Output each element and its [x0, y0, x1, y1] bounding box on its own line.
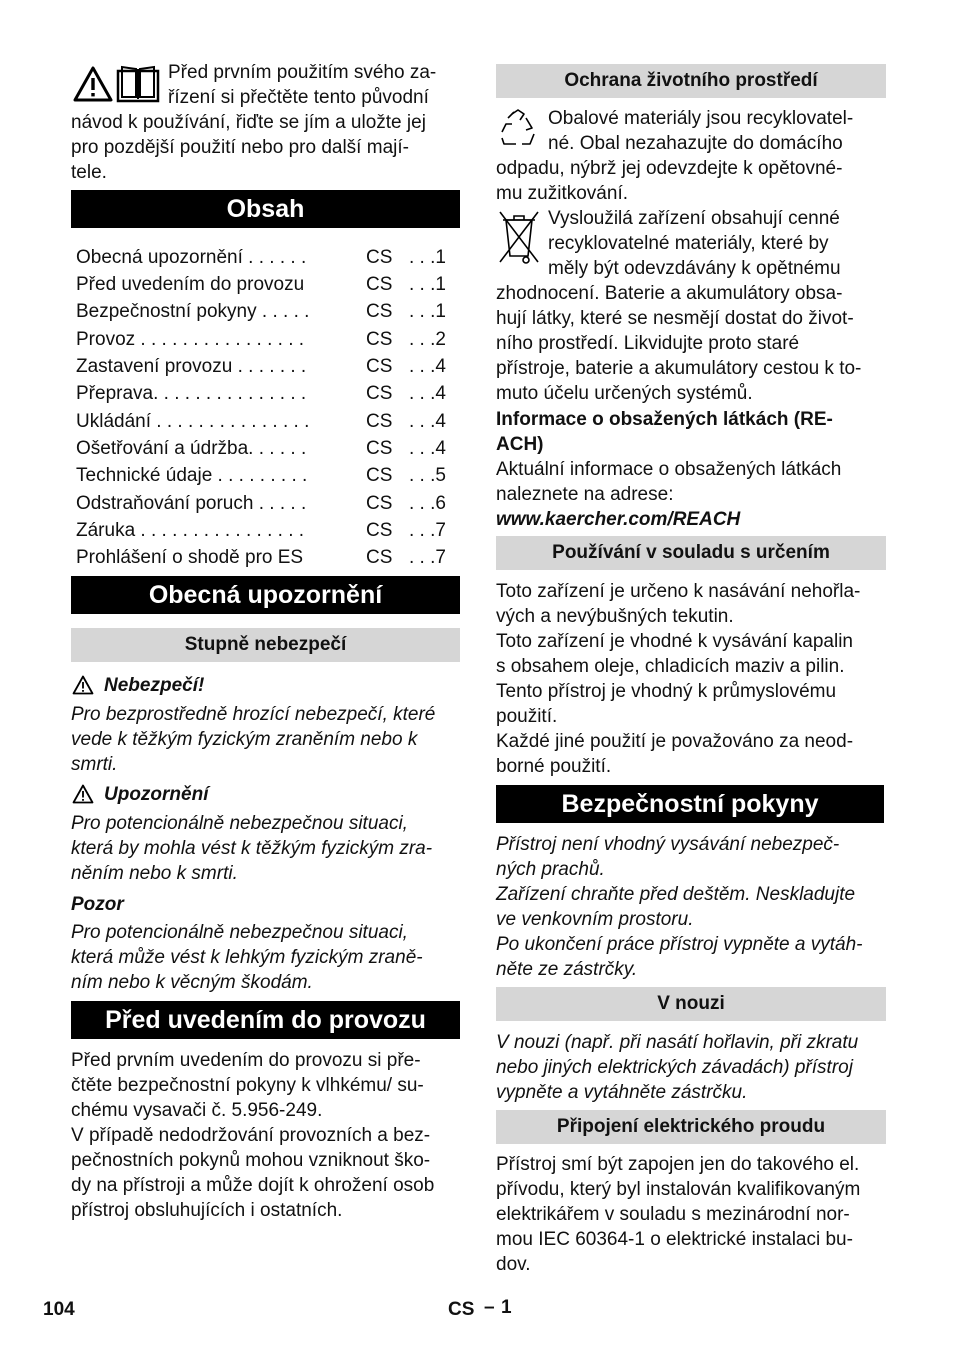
- recycle-line: odpadu, nýbrž jej odevzdejte k opětovné-: [496, 158, 843, 179]
- toc-row[interactable]: [76, 298, 456, 325]
- safety-line: ve venkovním prostoru.: [496, 909, 694, 930]
- toc-entry-lang: CS: [366, 247, 393, 268]
- intended-use-line: Toto zařízení je určeno k nasávání nehořla-: [496, 581, 861, 602]
- toc-entry-lang: CS: [366, 329, 393, 350]
- toc-entry-lang: CS: [366, 547, 393, 568]
- subheading-environment: Ochrana životního prostředí: [496, 64, 886, 98]
- weee-line: recyklovatelné materiály, které by: [548, 233, 829, 254]
- danger-text-line: vede k těžkým fyzickým zraněním nebo k: [71, 729, 418, 750]
- toc-entry-page: . . .4: [409, 411, 446, 432]
- danger-text-line: smrti.: [71, 754, 118, 775]
- intro-line: řízení si přečtěte tento původní: [168, 87, 429, 108]
- toc-entry-page: . . .6: [409, 493, 446, 514]
- emergency-line: V nouzi (např. při nasátí hořlavin, při zkratu: [496, 1032, 859, 1053]
- reach-heading: Informace o obsažených látkách (RE-: [496, 409, 833, 430]
- danger-label: Nebezpečí!: [104, 675, 205, 696]
- toc-row[interactable]: [76, 435, 456, 462]
- warning-text-line: která by mohla vést k těžkým fyzickým zra-: [71, 838, 433, 859]
- power-line: mou IEC 60364-1 o elektrické instalaci bu-: [496, 1229, 853, 1250]
- weee-crossed-bin-icon: [496, 208, 542, 266]
- intended-use-line: borné použití.: [496, 756, 612, 777]
- before-use-line: pečnostních pokynů mohou vzniknout ško-: [71, 1150, 431, 1171]
- section-heading-before-use: Před uvedením do provozu: [71, 1001, 460, 1039]
- toc-entry-page: . . .1: [409, 301, 446, 322]
- toc-entry-title: Obecná upozornění . . . . . .: [76, 247, 307, 268]
- intended-use-line: vých a nevýbušných tekutin.: [496, 606, 734, 627]
- emergency-line: nebo jiných elektrických závadách) přístroj: [496, 1057, 853, 1078]
- toc-entry-page: . . .7: [409, 547, 446, 568]
- reach-line: naleznete na adrese:: [496, 484, 674, 505]
- weee-line: muto účelu určených systémů.: [496, 383, 753, 404]
- emergency-line: vypněte a vytáhněte zástrčku.: [496, 1082, 748, 1103]
- power-line: elektrikářem v souladu s mezinárodní nor-: [496, 1204, 850, 1225]
- toc-entry-lang: CS: [366, 465, 393, 486]
- caution-label: Pozor: [71, 894, 124, 915]
- toc-entry-page: . . .4: [409, 438, 446, 459]
- toc-entry-lang: CS: [366, 411, 393, 432]
- reach-url-link[interactable]: www.kaercher.com/REACH: [496, 509, 741, 530]
- toc-entry-page: . . .7: [409, 520, 446, 541]
- safety-line: ných prachů.: [496, 859, 605, 880]
- toc-row[interactable]: [76, 517, 456, 544]
- toc-entry-page: . . .5: [409, 465, 446, 486]
- toc-entry-lang: CS: [366, 493, 393, 514]
- toc-row[interactable]: [76, 271, 456, 298]
- toc-entry-page: . . .4: [409, 383, 446, 404]
- manual-book-icon: [116, 65, 160, 103]
- warning-text-line: něním nebo k smrti.: [71, 863, 238, 884]
- subheading-power-connection: Připojení elektrického proudu: [496, 1110, 886, 1144]
- toc-entry-lang: CS: [366, 520, 393, 541]
- danger-warning-icon: [72, 675, 94, 695]
- toc-entry-title: Provoz . . . . . . . . . . . . . . . .: [76, 329, 305, 350]
- intro-line: pro pozdější použití nebo pro další mají-: [71, 137, 409, 158]
- toc-entry-title: Technické údaje . . . . . . . . .: [76, 465, 308, 486]
- section-heading-safety: Bezpečnostní pokyny: [496, 785, 884, 823]
- weee-line: ního prostředí. Likvidujte proto staré: [496, 333, 800, 354]
- intended-use-line: použití.: [496, 706, 558, 727]
- toc-entry-title: Ošetřování a údržba. . . . . .: [76, 438, 307, 459]
- toc-entry-page: . . .1: [409, 274, 446, 295]
- intended-use-line: Každé jiné použití je považováno za neod-: [496, 731, 854, 752]
- toc-entry-page: . . .2: [409, 329, 446, 350]
- warning-text-line: Pro potencionálně nebezpečnou situaci,: [71, 813, 408, 834]
- weee-line: zhodnocení. Baterie a akumulátory obsa-: [496, 283, 843, 304]
- before-use-line: přístroj obsluhujících i ostatních.: [71, 1200, 343, 1221]
- safety-line: něte ze zástrčky.: [496, 959, 638, 980]
- toc-entry-title: Prohlášení o shodě pro ES: [76, 547, 304, 568]
- danger-text-line: Pro bezprostředně hrozící nebezpečí, které: [71, 704, 436, 725]
- toc-row[interactable]: [76, 490, 456, 517]
- intended-use-line: Tento přístroj je vhodný k průmyslovému: [496, 681, 837, 702]
- warning-label: Upozornění: [104, 784, 209, 805]
- toc-row[interactable]: [76, 462, 456, 489]
- power-line: dov.: [496, 1254, 531, 1275]
- toc-row[interactable]: [76, 244, 456, 271]
- intro-line: Před prvním použitím svého za-: [168, 62, 437, 83]
- toc-entry-lang: CS: [366, 438, 393, 459]
- before-use-line: V případě nedodržování provozních a bez-: [71, 1125, 431, 1146]
- toc-entry-title: Odstraňování poruch . . . . .: [76, 493, 307, 514]
- page-number: 104: [43, 1299, 75, 1320]
- toc-row[interactable]: [76, 544, 456, 571]
- weee-line: přístroje, baterie a akumulátory cestou k to-: [496, 358, 862, 379]
- toc-entry-title: Přeprava. . . . . . . . . . . . . . .: [76, 383, 307, 404]
- weee-line: měly být odevzdávány k opětnému: [548, 258, 841, 279]
- toc-entry-lang: CS: [366, 356, 393, 377]
- recycling-icon: [496, 108, 542, 152]
- caution-text-line: která může vést k lehkým fyzickým zraně-: [71, 947, 423, 968]
- toc-entry-title: Ukládání . . . . . . . . . . . . . . .: [76, 411, 310, 432]
- toc-row[interactable]: [76, 353, 456, 380]
- recycle-line: né. Obal nezahazujte do domácího: [548, 133, 843, 154]
- intended-use-line: s obsahem oleje, chladicích maziv a pilin.: [496, 656, 845, 677]
- toc-row[interactable]: [76, 380, 456, 407]
- caution-text-line: Pro potencionálně nebezpečnou situaci,: [71, 922, 408, 943]
- toc-entry-title: Zastavení provozu . . . . . . .: [76, 356, 307, 377]
- section-heading-general: Obecná upozornění: [71, 576, 460, 614]
- recycle-line: mu zužitkování.: [496, 183, 628, 204]
- before-use-line: dy na přístroji a může dojít k ohrožení osob: [71, 1175, 435, 1196]
- toc-row[interactable]: [76, 326, 456, 353]
- toc-row[interactable]: [76, 408, 456, 435]
- subheading-emergency: V nouzi: [496, 987, 886, 1021]
- safety-line: Po ukončení práce přístroj vypněte a vytáh-: [496, 934, 863, 955]
- before-use-line: čtěte bezpečnostní pokyny k vlhkému/ su-: [71, 1075, 424, 1096]
- warning-icon: [73, 66, 113, 102]
- toc-entry-page: . . .4: [409, 356, 446, 377]
- subheading-intended-use: Používání v souladu s určením: [496, 536, 886, 570]
- footer-dash: –: [484, 1297, 495, 1318]
- recycle-line: Obalové materiály jsou recyklovatel-: [548, 108, 854, 129]
- before-use-line: Před prvním uvedením do provozu si pře-: [71, 1050, 421, 1071]
- reach-line: Aktuální informace o obsažených látkách: [496, 459, 842, 480]
- toc-entry-title: Před uvedením do provozu: [76, 274, 305, 295]
- power-line: Přístroj smí být zapojen jen do takového el.: [496, 1154, 860, 1175]
- caution-text-line: ním nebo k věcným škodám.: [71, 972, 313, 993]
- toc-entry-page: . . .1: [409, 247, 446, 268]
- toc-entry-lang: CS: [366, 301, 393, 322]
- safety-line: Přístroj není vhodný vysávání nebezpeč-: [496, 834, 840, 855]
- footer-section-code: CS: [448, 1299, 475, 1320]
- toc-entry-title: Bezpečnostní pokyny . . . . .: [76, 301, 310, 322]
- reach-heading: ACH): [496, 434, 544, 455]
- intro-line: návod k používání, řiďte se jím a uložte jej: [71, 112, 426, 133]
- warning-level-icon: [72, 784, 94, 804]
- safety-line: Zařízení chraňte před deštěm. Neskladujte: [496, 884, 856, 905]
- before-use-line: chému vysavači č. 5.956-249.: [71, 1100, 323, 1121]
- toc-title: Obsah: [71, 190, 460, 228]
- power-line: přívodu, který byl instalován kvalifikovaným: [496, 1179, 861, 1200]
- toc-entry-lang: CS: [366, 274, 393, 295]
- intro-line: tele.: [71, 162, 107, 183]
- subheading-hazard-levels: Stupně nebezpečí: [71, 628, 460, 662]
- toc-entry-title: Záruka . . . . . . . . . . . . . . . .: [76, 520, 305, 541]
- intended-use-line: Toto zařízení je vhodné k vysávání kapalin: [496, 631, 853, 652]
- toc-entry-lang: CS: [366, 383, 393, 404]
- weee-line: hují látky, které se nesmějí dostat do život-: [496, 308, 854, 329]
- weee-line: Vysloužilá zařízení obsahují cenné: [548, 208, 840, 229]
- footer-section-page: 1: [501, 1297, 512, 1318]
